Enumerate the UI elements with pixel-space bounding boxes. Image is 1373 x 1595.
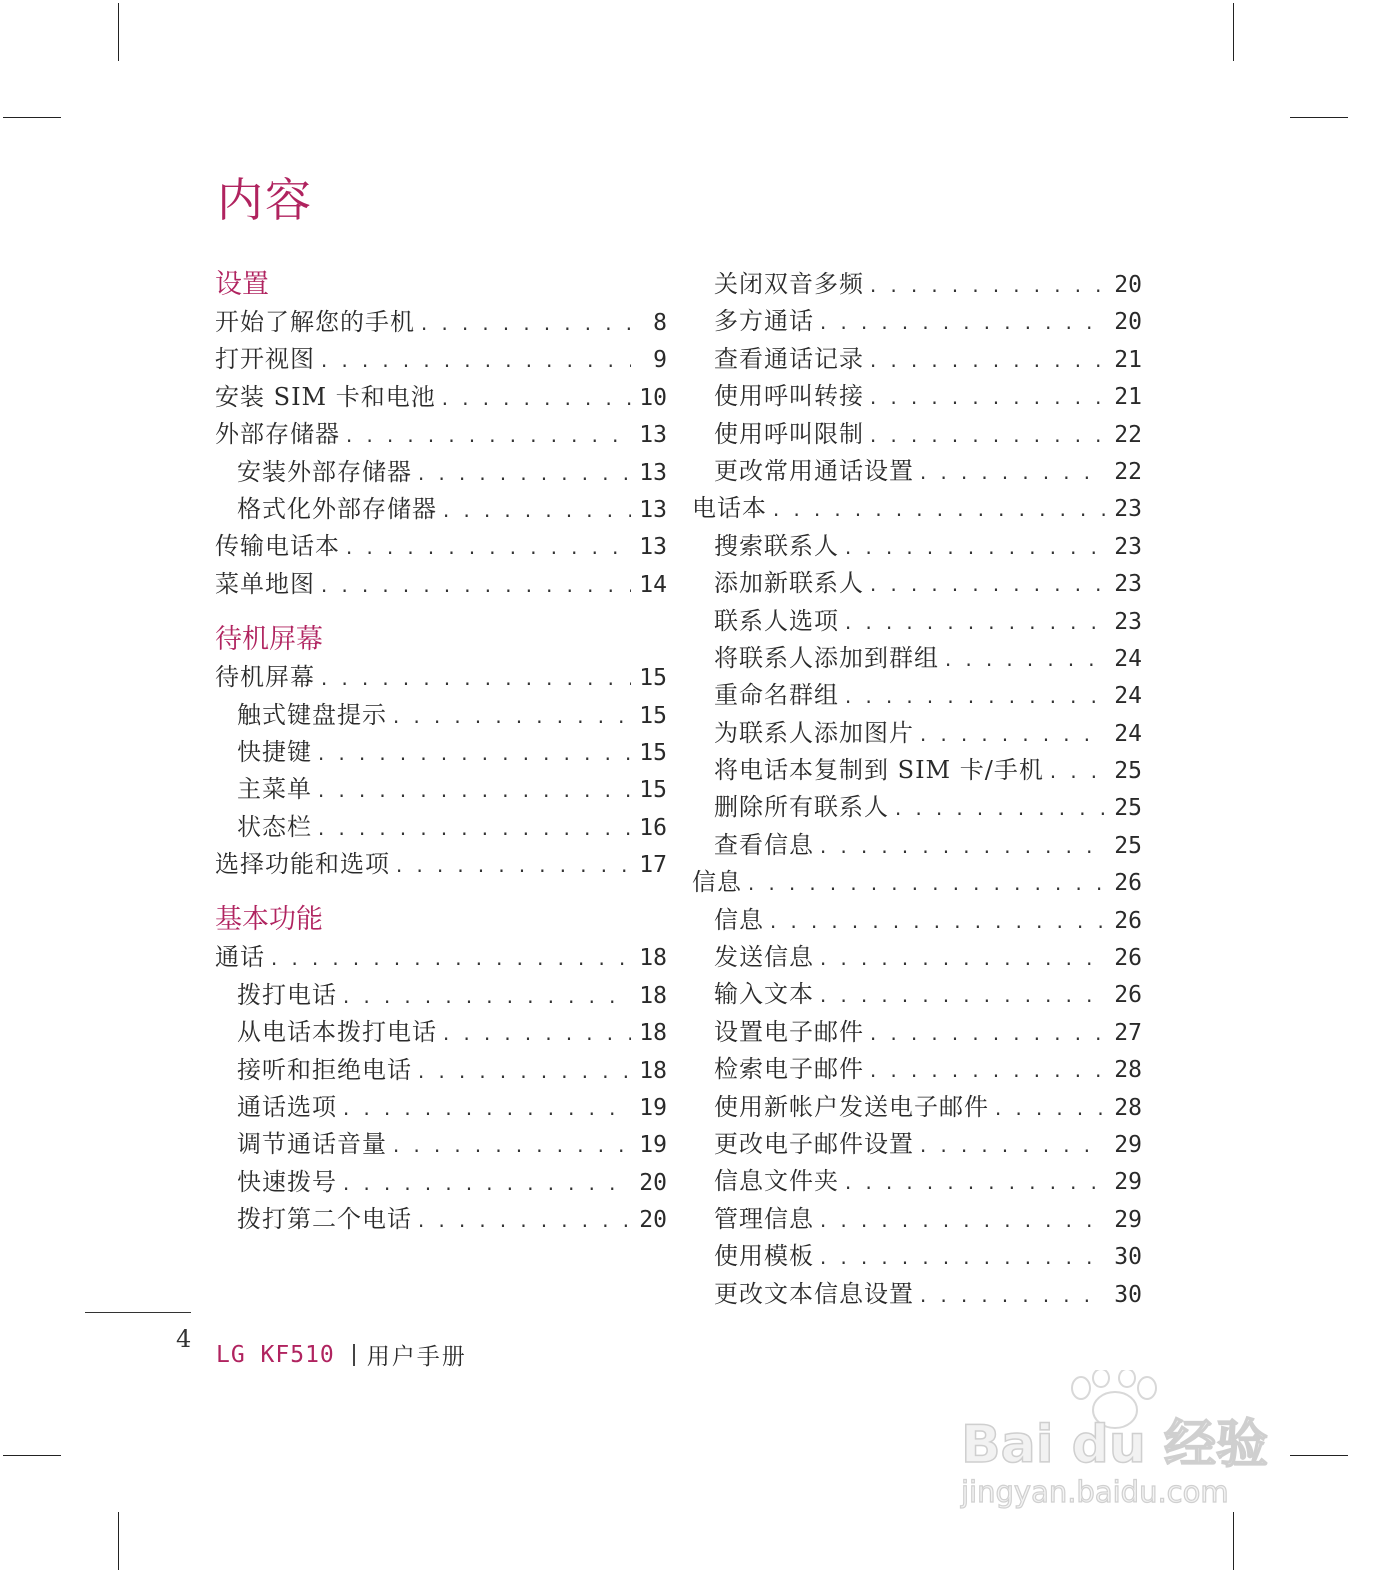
toc-entry-label: 安装外部存储器 (237, 457, 412, 486)
footer (216, 1338, 467, 1371)
toc-subentry[interactable] (215, 1089, 667, 1126)
toc-entry-page: 18 (639, 982, 667, 1009)
dot-leader (843, 531, 1106, 568)
baidu-watermark-logo (955, 1370, 1275, 1520)
dot-leader (768, 905, 1106, 942)
dot-leader (394, 849, 631, 886)
toc-entry-page: 14 (639, 571, 667, 598)
toc-entry-page: 23 (1114, 496, 1142, 523)
dot-leader (341, 1092, 631, 1129)
toc-subentry[interactable] (215, 491, 667, 528)
dot-leader (391, 700, 631, 737)
toc-entry-label: 通话选项 (237, 1093, 337, 1122)
toc-subentry[interactable] (692, 266, 1142, 303)
toc-subentry[interactable] (692, 303, 1142, 340)
toc-subentry[interactable] (215, 1126, 667, 1163)
dot-leader (269, 942, 631, 979)
dot-leader (341, 1167, 631, 1204)
toc-entry-label: 使用模板 (714, 1242, 814, 1271)
toc-entry-label: 为联系人添加图片 (714, 718, 914, 747)
crop-mark (118, 1512, 119, 1570)
toc-entry-page: 19 (639, 1095, 667, 1122)
toc-subentry[interactable] (215, 1201, 667, 1238)
toc-entry-label: 信息 (692, 868, 742, 897)
toc-entry[interactable] (215, 379, 667, 416)
toc-entry-page: 28 (1114, 1057, 1142, 1084)
toc-entry-label: 主菜单 (237, 775, 312, 804)
dot-leader (943, 643, 1106, 680)
toc-entry[interactable] (215, 566, 667, 603)
toc-entry-label: 删除所有联系人 (714, 793, 889, 822)
toc-subentry[interactable] (692, 1051, 1142, 1088)
toc-entry-label: 添加新联系人 (714, 569, 864, 598)
toc-entry-page: 13 (639, 534, 667, 561)
toc-entry-page: 18 (639, 1020, 667, 1047)
toc-subentry[interactable] (692, 752, 1142, 789)
toc-subentry[interactable] (215, 1164, 667, 1201)
toc-entry-label: 接听和拒绝电话 (237, 1055, 412, 1084)
toc-entry-label: 信息文件夹 (714, 1167, 839, 1196)
toc-entry-page: 15 (639, 665, 667, 692)
toc-subentry[interactable] (692, 565, 1142, 602)
page-title: 内容 (217, 173, 313, 227)
dot-leader (818, 306, 1106, 343)
toc-entry-page: 29 (1114, 1169, 1142, 1196)
dot-leader (993, 1092, 1106, 1129)
dot-leader (341, 980, 631, 1017)
dot-leader (416, 457, 631, 494)
toc-entry-page: 29 (1114, 1131, 1142, 1158)
toc-entry-page: 13 (639, 422, 667, 449)
toc-entry-page: 18 (639, 1057, 667, 1084)
toc-entry-page: 24 (1114, 645, 1142, 672)
toc-subentry[interactable] (692, 827, 1142, 864)
toc-entry[interactable] (215, 939, 667, 976)
dot-leader (316, 774, 631, 811)
toc-subentry[interactable] (692, 1238, 1142, 1275)
toc-subentry[interactable] (692, 1014, 1142, 1051)
crop-mark (1233, 1512, 1234, 1570)
toc-entry-page: 21 (1114, 384, 1142, 411)
toc-entry-page: 25 (1114, 832, 1142, 859)
toc-entry-page: 26 (1114, 945, 1142, 972)
dot-leader (868, 1017, 1106, 1054)
toc-subentry[interactable] (692, 715, 1142, 752)
toc-entry[interactable] (215, 659, 667, 696)
toc-entry-label: 快捷键 (237, 737, 312, 766)
crop-mark (118, 3, 119, 61)
dot-leader (316, 812, 631, 849)
toc-entry-label: 多方通话 (714, 307, 814, 336)
crop-mark (1290, 1455, 1348, 1456)
toc-entry-page: 27 (1114, 1019, 1142, 1046)
dot-leader (868, 381, 1106, 418)
dot-leader (868, 419, 1106, 456)
dot-leader (344, 419, 631, 456)
toc-entry-label: 检索电子邮件 (714, 1055, 864, 1084)
toc-subentry[interactable] (215, 454, 667, 491)
toc-entry-page: 28 (1114, 1094, 1142, 1121)
toc-entry-label: 信息 (714, 905, 764, 934)
dot-leader (818, 1204, 1106, 1241)
page-number: 4 (176, 1325, 192, 1353)
toc-subentry[interactable] (215, 771, 667, 808)
toc-entry-label: 搜索联系人 (714, 531, 839, 560)
toc-entry-label: 安装 SIM 卡和电池 (215, 382, 436, 411)
toc-subentry[interactable] (692, 603, 1142, 640)
toc-entry-label: 快速拨号 (237, 1167, 337, 1196)
toc-entry[interactable] (215, 416, 667, 453)
toc-entry-label: 使用新帐户发送电子邮件 (714, 1092, 989, 1121)
toc-subentry[interactable] (692, 528, 1142, 565)
dot-leader (746, 867, 1106, 904)
dot-leader (419, 307, 631, 344)
dot-leader (1048, 755, 1106, 792)
toc-entry-page: 24 (1114, 683, 1142, 710)
toc-subentry[interactable] (692, 1163, 1142, 1200)
toc-subentry[interactable] (692, 640, 1142, 677)
toc-entry-page: 15 (639, 702, 667, 729)
toc-entry-label: 将联系人添加到群组 (714, 643, 939, 672)
toc-entry-label: 电话本 (692, 494, 767, 523)
dot-leader (843, 606, 1106, 643)
toc-entry[interactable] (215, 304, 667, 341)
toc-subentry[interactable] (215, 697, 667, 734)
toc-entry-page: 25 (1114, 758, 1142, 785)
toc-subentry[interactable] (692, 939, 1142, 976)
footer-separator (353, 1344, 355, 1366)
toc-subentry[interactable] (215, 1014, 667, 1051)
toc-entry-page: 13 (639, 496, 667, 523)
toc-entry-page: 10 (639, 384, 667, 411)
toc-entry-page: 23 (1114, 571, 1142, 598)
toc-entry-page: 30 (1114, 1281, 1142, 1308)
dot-leader (918, 718, 1106, 755)
toc-entry-label: 使用呼叫转接 (714, 382, 864, 411)
dot-leader (316, 737, 631, 774)
crop-mark (3, 117, 61, 118)
toc-subentry[interactable] (692, 1089, 1142, 1126)
toc-entry-label: 查看通话记录 (714, 344, 864, 373)
toc-subentry[interactable] (215, 809, 667, 846)
toc-entry-page: 13 (639, 459, 667, 486)
toc-entry-page: 20 (639, 1207, 667, 1234)
dot-leader (319, 344, 631, 381)
toc-entry-page: 30 (1114, 1244, 1142, 1271)
footer-manual-label: 用户手册 (366, 1344, 467, 1370)
toc-column-left (215, 266, 667, 1239)
toc-entry-label: 输入文本 (714, 980, 814, 1009)
toc-entry-label: 查看信息 (714, 830, 814, 859)
toc-entry-label: 状态栏 (237, 812, 312, 841)
footer-rule (85, 1312, 191, 1313)
toc-entry-label: 菜单地图 (215, 569, 315, 598)
dot-leader (818, 1241, 1106, 1278)
dot-leader (893, 792, 1106, 829)
toc-entry-label: 格式化外部存储器 (237, 494, 437, 523)
toc-entry-page: 20 (1114, 272, 1142, 298)
toc-subentry[interactable] (215, 977, 667, 1014)
dot-leader (868, 269, 1106, 306)
section-heading: 基本功能 (215, 904, 323, 936)
toc-entry-page: 24 (1114, 720, 1142, 747)
crop-mark (1290, 117, 1348, 118)
dot-leader (441, 1017, 631, 1054)
dot-leader (344, 531, 631, 568)
toc-entry[interactable] (692, 490, 1142, 527)
toc-entry-page: 9 (653, 347, 667, 374)
dot-leader (391, 1129, 631, 1166)
toc-subentry[interactable] (215, 734, 667, 771)
dot-leader (843, 1166, 1106, 1203)
dot-leader (416, 1055, 631, 1092)
toc-entry[interactable] (692, 864, 1142, 901)
toc-subentry[interactable] (692, 1126, 1142, 1163)
dot-leader (319, 662, 631, 699)
watermark-url: jingyan.baidu.com (961, 1475, 1229, 1509)
toc-entry-page: 20 (639, 1169, 667, 1196)
toc-entry-page: 22 (1114, 421, 1142, 448)
dot-leader (818, 830, 1106, 867)
toc-entry-label: 传输电话本 (215, 532, 340, 561)
toc-entry-label: 设置电子邮件 (714, 1017, 864, 1046)
toc-subentry[interactable] (692, 1276, 1142, 1313)
toc-entry-label: 重命名群组 (714, 681, 839, 710)
toc-entry-label: 待机屏幕 (215, 663, 315, 692)
footer-model: LG KF510 (216, 1341, 335, 1368)
crop-mark (1233, 3, 1234, 61)
toc-entry-label: 开始了解您的手机 (215, 308, 415, 336)
toc-entry-page: 15 (639, 739, 667, 766)
toc-entry-page: 21 (1114, 346, 1142, 373)
section-heading: 待机屏幕 (215, 624, 323, 656)
toc-entry-label: 使用呼叫限制 (714, 419, 864, 448)
toc-entry-label: 选择功能和选项 (215, 850, 390, 879)
toc-subentry[interactable] (692, 902, 1142, 939)
toc-subentry[interactable] (692, 416, 1142, 453)
toc-subentry[interactable] (692, 341, 1142, 378)
toc-entry[interactable] (215, 528, 667, 565)
toc-entry-page: 18 (639, 945, 667, 972)
toc-entry-label: 从电话本拨打电话 (237, 1018, 437, 1047)
dot-leader (868, 1054, 1106, 1091)
toc-entry-label: 管理信息 (714, 1204, 814, 1233)
dot-leader (918, 1129, 1106, 1166)
toc-entry-label: 更改常用通话设置 (714, 456, 914, 485)
toc-entry-page: 22 (1114, 458, 1142, 485)
toc-entry-label: 关闭双音多频 (714, 270, 864, 298)
toc-entry-page: 26 (1114, 870, 1142, 897)
toc-entry-page: 16 (639, 814, 667, 841)
toc-subentry[interactable] (692, 976, 1142, 1013)
dot-leader (843, 680, 1106, 717)
toc-entry-page: 19 (639, 1132, 667, 1159)
dot-leader (918, 456, 1106, 493)
dot-leader (319, 569, 631, 606)
crop-mark (3, 1455, 61, 1456)
toc-entry-page: 8 (653, 310, 667, 336)
toc-entry-page: 17 (639, 852, 667, 879)
toc-entry-label: 通话 (215, 943, 265, 972)
toc-entry-label: 联系人选项 (714, 606, 839, 635)
dot-leader (441, 494, 631, 531)
dot-leader (868, 568, 1106, 605)
toc-entry-label: 将电话本复制到 SIM 卡/手机 (714, 756, 1044, 785)
toc-entry-page: 23 (1114, 533, 1142, 560)
toc-entry-label: 更改电子邮件设置 (714, 1129, 914, 1158)
dot-leader (868, 344, 1106, 381)
toc-subentry[interactable] (215, 1052, 667, 1089)
dot-leader (918, 1279, 1106, 1316)
toc-entry-label: 调节通话音量 (237, 1130, 387, 1159)
dot-leader (771, 493, 1106, 530)
toc-entry-page: 25 (1114, 795, 1142, 822)
toc-entry-label: 发送信息 (714, 943, 814, 972)
toc-subentry[interactable] (692, 789, 1142, 826)
toc-entry-page: 29 (1114, 1206, 1142, 1233)
toc-entry-page: 20 (1114, 309, 1142, 336)
toc-entry-label: 触式键盘提示 (237, 700, 387, 729)
toc-entry[interactable] (215, 846, 667, 883)
toc-entry-page: 26 (1114, 982, 1142, 1009)
dot-leader (416, 1204, 631, 1241)
toc-subentry[interactable] (692, 1201, 1142, 1238)
toc-entry-label: 外部存储器 (215, 420, 340, 449)
dot-leader (818, 979, 1106, 1016)
toc-entry[interactable] (215, 341, 667, 378)
toc-column-right (692, 266, 1142, 1313)
dot-leader (818, 942, 1106, 979)
section-heading: 设置 (215, 269, 269, 300)
toc-entry-page: 26 (1114, 907, 1142, 934)
toc-subentry[interactable] (692, 677, 1142, 714)
toc-entry-page: 23 (1114, 608, 1142, 635)
toc-entry-label: 打开视图 (215, 345, 315, 374)
dot-leader (440, 382, 631, 419)
toc-entry-label: 更改文本信息设置 (714, 1279, 914, 1308)
toc-entry-page: 15 (639, 777, 667, 804)
watermark-brand: Bai du 经验 (961, 1415, 1268, 1475)
toc-entry-label: 拨打电话 (237, 980, 337, 1009)
toc-entry-label: 拨打第二个电话 (237, 1205, 412, 1234)
toc-subentry[interactable] (692, 453, 1142, 490)
toc-subentry[interactable] (692, 378, 1142, 415)
